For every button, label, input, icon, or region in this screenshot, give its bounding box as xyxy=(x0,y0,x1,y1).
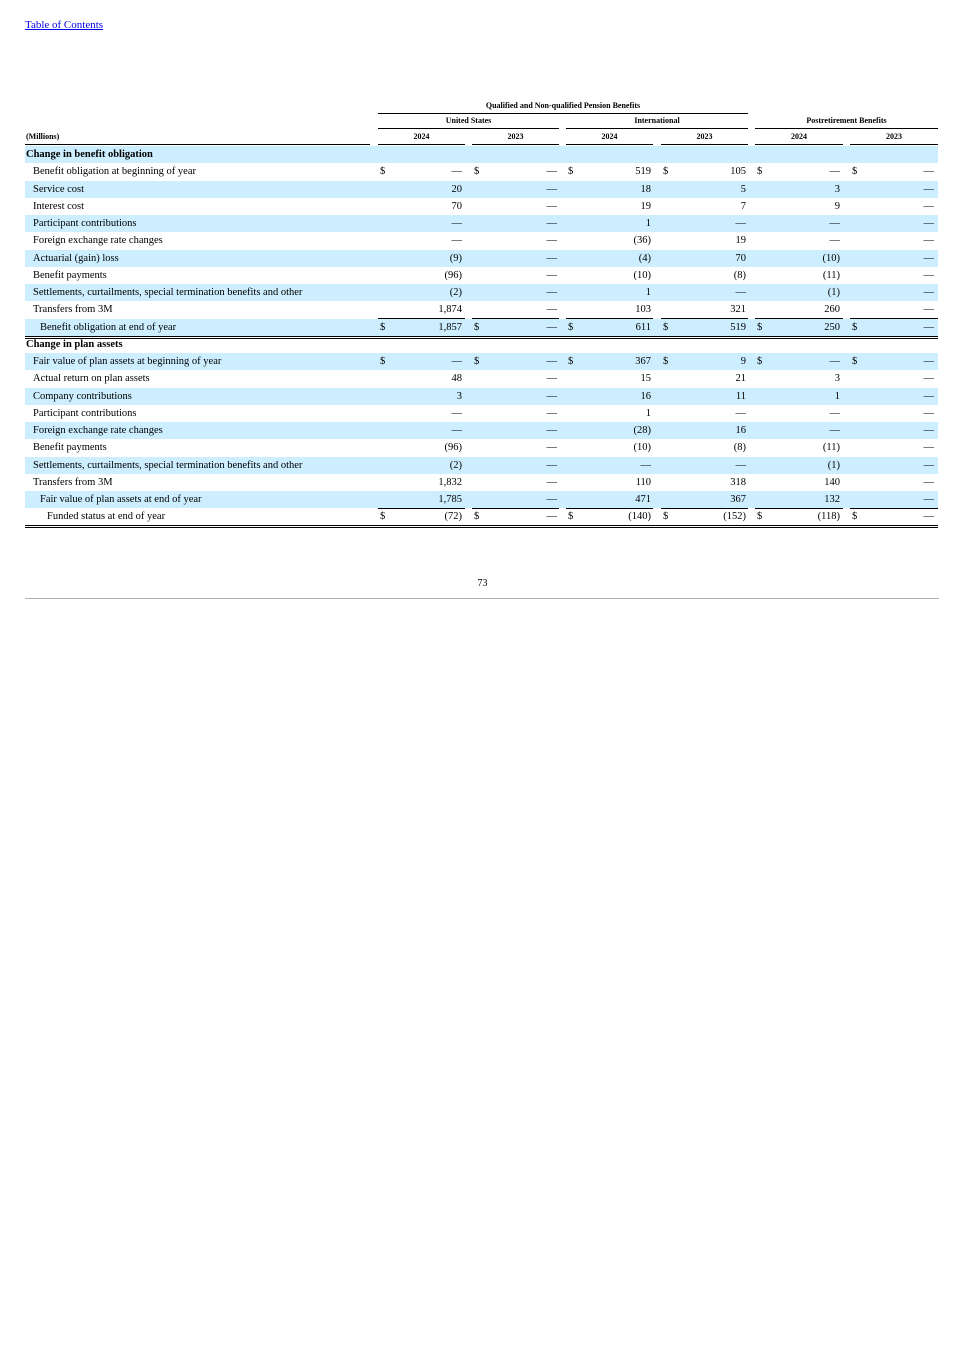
value-cell: — xyxy=(923,166,934,178)
currency-symbol: $ xyxy=(757,356,763,367)
currency-symbol: $ xyxy=(663,166,669,178)
row-label: Benefit obligation at end of year xyxy=(40,321,177,333)
value-cell: — xyxy=(546,200,557,212)
value-cell: 9 xyxy=(834,200,840,212)
value-cell: — xyxy=(829,235,840,247)
header-postretirement: Postretirement Benefits xyxy=(806,116,887,125)
value-cell: — xyxy=(451,425,462,436)
value-cell: — xyxy=(829,166,840,178)
value-cell: 1 xyxy=(645,287,651,298)
value-cell: — xyxy=(546,304,557,316)
table-row xyxy=(25,508,938,525)
row-label: Benefit payments xyxy=(33,269,107,281)
value-cell: 1,832 xyxy=(438,476,462,488)
value-cell: 70 xyxy=(451,200,462,212)
currency-symbol: $ xyxy=(568,511,574,523)
value-cell: 19 xyxy=(735,235,746,247)
value-cell: 15 xyxy=(640,373,651,385)
value-cell: — xyxy=(546,407,557,419)
value-cell: 3 xyxy=(834,373,840,385)
currency-symbol: $ xyxy=(852,511,858,523)
table-row xyxy=(25,439,938,456)
currency-symbol: $ xyxy=(757,511,763,523)
currency-symbol: $ xyxy=(474,511,480,523)
value-cell: (28) xyxy=(633,425,651,436)
table-row xyxy=(25,215,938,232)
header-rule xyxy=(472,144,559,145)
value-cell: (8) xyxy=(733,269,746,281)
row-label: Benefit payments xyxy=(33,442,107,454)
value-cell: 519 xyxy=(730,321,746,333)
value-cell: — xyxy=(546,511,557,523)
table-row xyxy=(25,353,938,370)
row-label: Participant contributions xyxy=(33,218,137,229)
value-cell: 367 xyxy=(730,494,746,505)
row-label: Service cost xyxy=(33,183,85,195)
value-cell: 611 xyxy=(635,321,651,333)
value-cell: (36) xyxy=(633,235,651,247)
table-row xyxy=(25,457,938,474)
value-cell: 48 xyxy=(451,373,462,385)
value-cell: — xyxy=(735,459,746,471)
table-row xyxy=(25,422,938,439)
value-cell: — xyxy=(451,218,462,229)
value-cell: (11) xyxy=(822,269,840,281)
value-cell: — xyxy=(546,252,557,264)
value-cell: — xyxy=(829,425,840,436)
value-cell: — xyxy=(451,166,462,178)
value-cell: 21 xyxy=(735,373,746,385)
section-header-row xyxy=(25,146,938,163)
table-row xyxy=(25,198,938,215)
value-cell: — xyxy=(735,407,746,419)
value-cell: (2) xyxy=(449,287,462,298)
header-rule xyxy=(850,144,938,145)
value-cell: (11) xyxy=(822,442,840,454)
value-cell: 1,874 xyxy=(438,304,462,316)
value-cell: 367 xyxy=(635,356,651,367)
currency-symbol: $ xyxy=(568,166,574,178)
row-label: Fair value of plan assets at end of year xyxy=(40,494,202,505)
table-row xyxy=(25,250,938,267)
value-cell: 519 xyxy=(635,166,651,178)
value-cell: — xyxy=(546,442,557,454)
row-label: Transfers from 3M xyxy=(33,304,113,316)
value-cell: 9 xyxy=(740,356,746,367)
value-cell: (10) xyxy=(633,442,651,454)
value-cell: 16 xyxy=(640,390,651,402)
value-cell: — xyxy=(923,304,934,316)
value-cell: (118) xyxy=(817,511,840,523)
footer-divider xyxy=(25,598,939,599)
value-cell: 1 xyxy=(645,218,651,229)
value-cell: 7 xyxy=(740,200,746,212)
header-year: 2023 xyxy=(507,132,524,141)
value-cell: (96) xyxy=(444,442,462,454)
value-cell: — xyxy=(829,407,840,419)
currency-symbol: $ xyxy=(852,356,858,367)
row-label: Settlements, curtailments, special termination benefits and other xyxy=(33,287,303,298)
header-rule xyxy=(378,128,559,129)
value-cell: — xyxy=(923,235,934,247)
value-cell: — xyxy=(923,218,934,229)
value-cell: (72) xyxy=(444,511,462,523)
table-row xyxy=(25,405,938,422)
header-rule xyxy=(566,128,748,129)
currency-symbol: $ xyxy=(663,321,669,333)
header-year: 2024 xyxy=(791,132,807,141)
header-rule xyxy=(755,144,843,145)
currency-symbol: $ xyxy=(757,166,763,178)
currency-symbol: $ xyxy=(474,356,480,367)
currency-symbol: $ xyxy=(474,166,480,178)
value-cell: — xyxy=(923,269,934,281)
currency-symbol: $ xyxy=(568,356,574,367)
value-cell: — xyxy=(546,390,557,402)
value-cell: — xyxy=(735,287,746,298)
value-cell: 103 xyxy=(635,304,651,316)
table-row xyxy=(25,388,938,405)
currency-symbol: $ xyxy=(852,321,858,333)
value-cell: (1) xyxy=(827,459,840,471)
value-cell: — xyxy=(546,476,557,488)
value-cell: 3 xyxy=(456,390,462,402)
section-header-row xyxy=(25,336,938,353)
value-cell: — xyxy=(923,373,934,385)
table-row xyxy=(25,163,938,180)
value-cell: — xyxy=(546,321,557,333)
value-cell: 3 xyxy=(834,183,840,195)
value-cell: 140 xyxy=(824,476,840,488)
value-cell: 1,857 xyxy=(438,321,462,333)
value-cell: 70 xyxy=(735,252,746,264)
value-cell: 1 xyxy=(834,390,840,402)
currency-symbol: $ xyxy=(568,321,574,333)
header-rule xyxy=(378,113,748,114)
value-cell: — xyxy=(451,407,462,419)
header-year: 2024 xyxy=(601,132,618,141)
value-cell: — xyxy=(451,356,462,367)
currency-symbol: $ xyxy=(380,511,386,523)
value-cell: 20 xyxy=(451,183,462,195)
value-cell: — xyxy=(546,287,557,298)
value-cell: 1,785 xyxy=(438,494,462,505)
header-year: 2023 xyxy=(696,132,713,141)
value-cell: (10) xyxy=(633,269,651,281)
table-row xyxy=(25,181,938,198)
value-cell: 105 xyxy=(730,166,746,178)
header-year: 2023 xyxy=(886,132,902,141)
row-label: Fair value of plan assets at beginning of year xyxy=(33,356,222,367)
value-cell: — xyxy=(546,269,557,281)
value-cell: — xyxy=(640,459,651,471)
total-rule xyxy=(25,525,938,526)
row-label: Interest cost xyxy=(33,200,85,212)
value-cell: — xyxy=(546,166,557,178)
row-label: Actual return on plan assets xyxy=(33,373,150,385)
value-cell: 321 xyxy=(730,304,746,316)
row-label: Benefit obligation at beginning of year xyxy=(33,166,196,178)
table-row xyxy=(25,491,938,508)
header-rule xyxy=(755,128,938,129)
value-cell: — xyxy=(923,459,934,471)
value-cell: — xyxy=(735,218,746,229)
value-cell: — xyxy=(923,390,934,402)
row-label: Change in plan assets xyxy=(26,338,123,350)
value-cell: (2) xyxy=(449,459,462,471)
value-cell: 5 xyxy=(740,183,746,195)
value-cell: 18 xyxy=(640,183,651,195)
value-cell: — xyxy=(546,494,557,505)
value-cell: — xyxy=(923,511,934,523)
value-cell: — xyxy=(546,425,557,436)
currency-symbol: $ xyxy=(663,511,669,523)
value-cell: 1 xyxy=(645,407,651,419)
row-label: Funded status at end of year xyxy=(47,511,166,523)
value-cell: 110 xyxy=(635,476,651,488)
value-cell: — xyxy=(923,287,934,298)
row-label: Actuarial (gain) loss xyxy=(33,252,119,264)
currency-symbol: $ xyxy=(380,166,386,178)
row-label: Foreign exchange rate changes xyxy=(33,425,163,436)
row-label: Settlements, curtailments, special termination benefits and other xyxy=(33,459,303,471)
value-cell: — xyxy=(923,183,934,195)
value-cell: — xyxy=(546,235,557,247)
page-number: 73 xyxy=(477,578,488,589)
row-label: Foreign exchange rate changes xyxy=(33,235,163,247)
value-cell: 16 xyxy=(735,425,746,436)
table-row xyxy=(25,370,938,387)
value-cell: (10) xyxy=(822,252,840,264)
value-cell: (1) xyxy=(827,287,840,298)
table-row xyxy=(25,301,938,318)
table-row xyxy=(25,232,938,249)
value-cell: — xyxy=(829,218,840,229)
value-cell: — xyxy=(546,356,557,367)
table-of-contents-link[interactable]: Table of Contents xyxy=(25,19,104,31)
value-cell: — xyxy=(923,476,934,488)
header-international: International xyxy=(634,116,680,125)
value-cell: (8) xyxy=(733,442,746,454)
value-cell: — xyxy=(923,442,934,454)
currency-symbol: $ xyxy=(663,356,669,367)
value-cell: — xyxy=(923,200,934,212)
currency-symbol: $ xyxy=(852,166,858,178)
value-cell: — xyxy=(546,373,557,385)
header-year: 2024 xyxy=(413,132,430,141)
table-row xyxy=(25,284,938,301)
value-cell: — xyxy=(923,252,934,264)
header-pension-group: Qualified and Non-qualified Pension Benefits xyxy=(485,101,641,110)
value-cell: — xyxy=(546,218,557,229)
value-cell: (9) xyxy=(449,252,462,264)
value-cell: — xyxy=(451,235,462,247)
currency-symbol: $ xyxy=(757,321,763,333)
value-cell: (4) xyxy=(638,252,651,264)
currency-symbol: $ xyxy=(380,356,386,367)
currency-symbol: $ xyxy=(474,321,480,333)
table-row xyxy=(25,267,938,284)
value-cell: — xyxy=(546,459,557,471)
row-label: Participant contributions xyxy=(33,407,137,419)
currency-symbol: $ xyxy=(380,321,386,333)
header-rule xyxy=(25,144,370,145)
value-cell: — xyxy=(923,494,934,505)
row-label: Company contributions xyxy=(33,390,132,402)
value-cell: (96) xyxy=(444,269,462,281)
value-cell: — xyxy=(829,356,840,367)
value-cell: — xyxy=(923,425,934,436)
header-rule xyxy=(566,144,653,145)
value-cell: (152) xyxy=(723,511,746,523)
row-label: Transfers from 3M xyxy=(33,476,113,488)
table-row xyxy=(25,474,938,491)
value-cell: — xyxy=(546,183,557,195)
total-rule xyxy=(25,527,938,528)
value-cell: 318 xyxy=(730,476,746,488)
value-cell: 471 xyxy=(635,494,651,505)
value-cell: 250 xyxy=(824,321,840,333)
table-row xyxy=(25,319,938,336)
value-cell: 11 xyxy=(735,390,746,402)
row-label: Change in benefit obligation xyxy=(26,149,153,160)
header-united-states: United States xyxy=(445,116,492,125)
value-cell: 19 xyxy=(640,200,651,212)
value-cell: (140) xyxy=(628,511,651,523)
value-cell: — xyxy=(923,407,934,419)
header-millions: (Millions) xyxy=(26,132,60,141)
header-rule xyxy=(661,144,748,145)
header-rule xyxy=(378,144,465,145)
value-cell: 260 xyxy=(824,304,840,316)
value-cell: — xyxy=(923,321,934,333)
value-cell: — xyxy=(923,356,934,367)
value-cell: 132 xyxy=(824,494,840,505)
